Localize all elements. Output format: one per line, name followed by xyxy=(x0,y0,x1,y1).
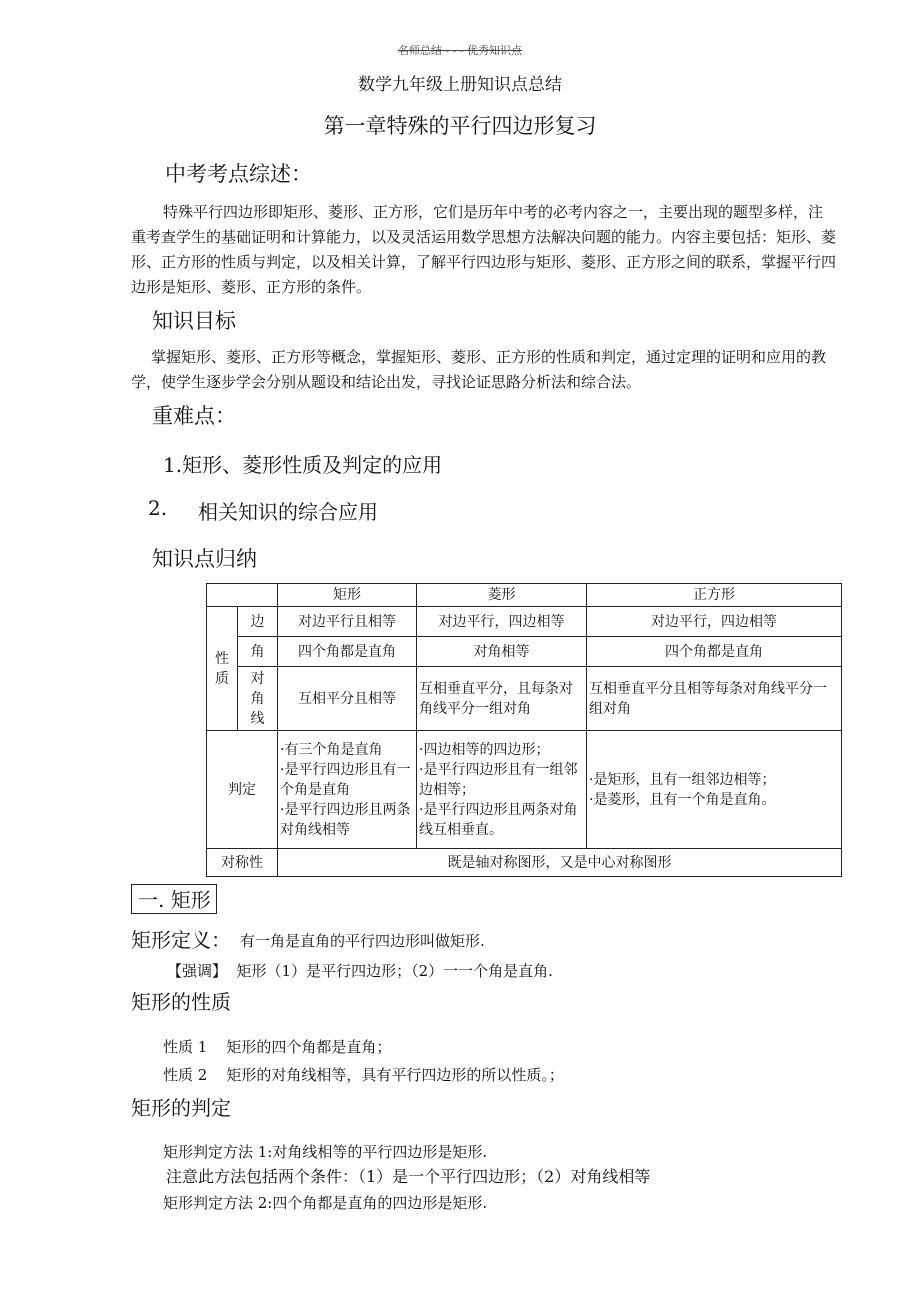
cell-square-judge xyxy=(587,731,842,849)
judge-label: 判定 xyxy=(207,731,278,849)
judge-item: ·是平行四边形且有一组邻边相等； xyxy=(419,761,578,798)
rect-emphasis: 【强调】 矩形（1）是平行四边形；（2）一一个角是直角. xyxy=(167,962,553,980)
cell-square-angle: 四个角都是直角 xyxy=(587,637,842,667)
cell-square-side: 对边平行，四边相等 xyxy=(587,607,842,637)
diagonal-label-char: 角 xyxy=(250,690,265,707)
row-label-side: 边 xyxy=(238,607,278,637)
table-corner-cell xyxy=(207,584,278,607)
judge-item: ·是平行四边形且有一个角是直角 xyxy=(280,761,411,798)
col-header-rhombus: 菱形 xyxy=(417,584,587,607)
col-header-square: 正方形 xyxy=(587,584,842,607)
chapter-title: 第一章特殊的平行四边形复习 xyxy=(323,114,597,138)
rect-definition-label: 矩形定义： xyxy=(131,928,231,952)
rect-properties-heading: 矩形的性质 xyxy=(131,990,231,1014)
symmetry-value: 既是轴对称图形，又是中心对称图形 xyxy=(278,849,842,877)
cell-rhombus-diagonal: 互相垂直平分，且每条对角线平分一组对角 xyxy=(417,667,587,731)
cell-rect-angle: 四个角都是直角 xyxy=(278,637,417,667)
page-header: 名师总结 - - - 优秀知识点 xyxy=(397,44,523,57)
cell-rhombus-side: 对边平行，四边相等 xyxy=(417,607,587,637)
cell-rect-diagonal: 互相平分且相等 xyxy=(278,667,417,731)
judge-item: ·是平行四边形且两条对角线互相垂直。 xyxy=(419,801,578,838)
cell-square-diagonal: 互相垂直平分且相等每条对角线平分一组对角 xyxy=(587,667,842,731)
knowledge-table xyxy=(206,583,842,877)
rect-judge-heading: 矩形的判定 xyxy=(131,1096,231,1120)
rect-property-1: 性质 1 矩形的四个角都是直角； xyxy=(163,1038,392,1056)
cell-rhombus-judge xyxy=(417,731,587,849)
key-point-2-text: 相关知识的综合应用 xyxy=(198,500,378,524)
property-label: 性质 xyxy=(207,607,238,731)
goals-heading: 知识目标 xyxy=(152,309,236,333)
section-rectangle-heading: 一. 矩形 xyxy=(131,884,217,914)
document-title: 数学九年级上册知识点总结 xyxy=(358,75,562,95)
col-header-rect: 矩形 xyxy=(278,584,417,607)
row-label-diagonal xyxy=(238,667,278,731)
goals-paragraph: 掌握矩形、菱形、正方形等概念，掌握矩形、菱形、正方形的性质和判定，通过定理的证明和应用的教学，使学生逐步学会分别从题设和结论出发，寻找论证思路分析法和综合法。 xyxy=(131,348,827,391)
cell-rhombus-angle: 对角相等 xyxy=(417,637,587,667)
judge-item: ·是平行四边形且两条对角线相等 xyxy=(280,801,411,838)
judge-item: ·是菱形，且有一个角是直角。 xyxy=(589,791,776,808)
summary-heading: 知识点归纳 xyxy=(152,547,257,571)
judge-item: ·四边相等的四边形； xyxy=(419,741,550,758)
cell-rect-judge xyxy=(278,731,417,849)
key-point-1: 1.矩形、菱形性质及判定的应用 xyxy=(163,453,443,477)
rect-judge-note: 注意此方法包括两个条件：（1）是一个平行四边形；（2）对角线相等 xyxy=(166,1167,651,1186)
rect-judge-method-1: 矩形判定方法 1:对角线相等的平行四边形是矩形. xyxy=(163,1143,488,1161)
key-points-heading: 重难点： xyxy=(152,404,236,428)
rect-property-2: 性质 2 矩形的对角线相等，具有平行四边形的所以性质。； xyxy=(163,1066,564,1084)
cell-rect-side: 对边平行且相等 xyxy=(278,607,417,637)
rect-judge-method-2: 矩形判定方法 2:四个角都是直角的四边形是矩形. xyxy=(163,1194,488,1212)
diagonal-label-char: 对 xyxy=(250,670,265,687)
symmetry-label: 对称性 xyxy=(207,849,278,877)
judge-item: ·有三个角是直角 xyxy=(280,741,383,758)
exam-overview-heading: 中考考点综述： xyxy=(165,162,312,186)
key-point-2-number: 2. xyxy=(148,496,168,520)
exam-overview-paragraph: 特殊平行四边形即矩形、菱形、正方形，它们是历年中考的必考内容之一，主要出现的题型多样，注重考查学生的基础证明和计算能力，以及灵活运用数学思想方法解决问题的能力。内容主要包括：矩形、菱形、正方形的性质与判定，以及相关计算，了解平行四边形与矩形、菱形、正方形之间的联系，掌握平行四边形是矩形、菱形、正方形的条件。 xyxy=(131,203,837,296)
row-label-angle: 角 xyxy=(238,637,278,667)
judge-item: ·是矩形，且有一组邻边相等； xyxy=(589,771,776,788)
diagonal-label-char: 线 xyxy=(250,710,265,727)
rect-definition-text: 有一角是直角的平行四边形叫做矩形. xyxy=(240,932,485,950)
